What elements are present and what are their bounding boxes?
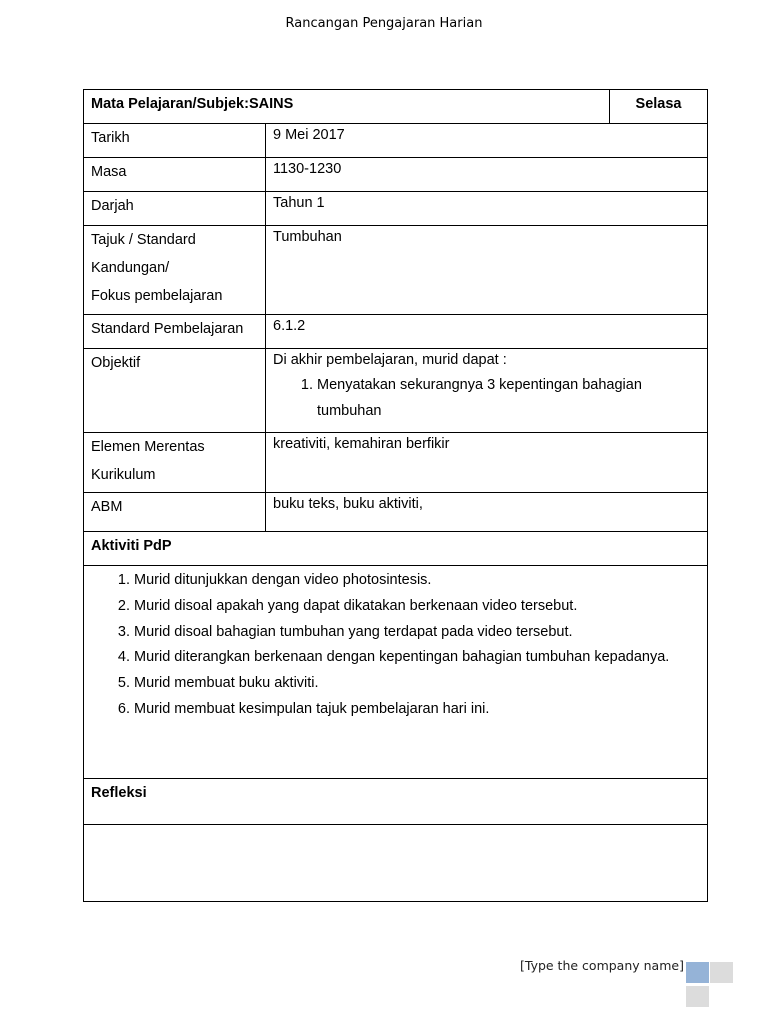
table-row <box>84 158 708 192</box>
footer-accent-square <box>686 962 709 983</box>
list-item: 1. Murid ditunjukkan dengan video photosintesis. <box>134 568 700 594</box>
row-label <box>84 226 266 315</box>
list-item: 6. Murid membuat kesimpulan tajuk pembelajaran hari ini. <box>134 697 700 723</box>
row-value: Tumbuhan <box>266 226 708 315</box>
objective-intro: Di akhir pembelajaran, murid dapat : <box>273 352 507 368</box>
table-row <box>84 493 708 532</box>
table-row <box>84 124 708 158</box>
row-label-line: Kurikulum <box>91 467 156 483</box>
footer-accent-square <box>686 986 709 1007</box>
activity-heading: Aktiviti PdP <box>84 532 708 566</box>
page-header-title: Rancangan Pengajaran Harian <box>285 16 483 31</box>
footer-company-name: [Type the company name] <box>520 958 684 973</box>
lesson-plan-table <box>83 89 708 902</box>
table-row <box>84 315 708 349</box>
row-label-line: Tajuk / Standard <box>91 232 196 248</box>
table-row <box>84 349 708 433</box>
list-item: 1. Menyatakan sekurangnya 3 kepentingan bahagian tumbuhan <box>317 372 700 424</box>
reflection-heading-row <box>84 779 708 825</box>
reflection-heading: Refleksi <box>84 779 708 825</box>
reflection-body-row <box>84 825 708 902</box>
subject-row <box>84 90 708 124</box>
activity-list-row <box>84 566 708 779</box>
activity-heading-row <box>84 532 708 566</box>
list-item: 3. Murid disoal bahagian tumbuhan yang terdapat pada video tersebut. <box>134 620 700 646</box>
day-cell: Selasa <box>610 90 708 124</box>
row-label: Standard Pembelajaran <box>84 315 266 349</box>
row-value: 9 Mei 2017 <box>266 124 708 158</box>
list-item: 5. Murid membuat buku aktiviti. <box>134 671 700 697</box>
row-label-line: Fokus pembelajaran <box>91 288 223 304</box>
row-value: 1130-1230 <box>266 158 708 192</box>
subject-cell: Mata Pelajaran/Subjek:SAINS <box>84 90 610 124</box>
row-label <box>84 433 266 493</box>
list-item: 4. Murid diterangkan berkenaan dengan kepentingan bahagian tumbuhan kepadanya. <box>134 645 700 671</box>
activity-list <box>91 568 700 723</box>
row-label: Masa <box>84 158 266 192</box>
row-label: Objektif <box>84 349 266 433</box>
row-value: kreativiti, kemahiran berfikir <box>266 433 708 493</box>
objective-list <box>273 372 700 424</box>
table-row <box>84 433 708 493</box>
row-value: Tahun 1 <box>266 192 708 226</box>
row-label: Tarikh <box>84 124 266 158</box>
row-label: ABM <box>84 493 266 532</box>
table-row <box>84 192 708 226</box>
activity-cell <box>84 566 708 779</box>
row-value: buku teks, buku aktiviti, <box>266 493 708 532</box>
row-value: 6.1.2 <box>266 315 708 349</box>
list-item: 2. Murid disoal apakah yang dapat dikatakan berkenaan video tersebut. <box>134 594 700 620</box>
objective-cell <box>266 349 708 433</box>
footer-accent-square <box>710 962 733 983</box>
row-label-line: Kandungan/ <box>91 260 170 276</box>
row-label: Darjah <box>84 192 266 226</box>
reflection-cell <box>84 825 708 902</box>
row-label-line: Elemen Merentas <box>91 439 205 455</box>
table-row <box>84 226 708 315</box>
